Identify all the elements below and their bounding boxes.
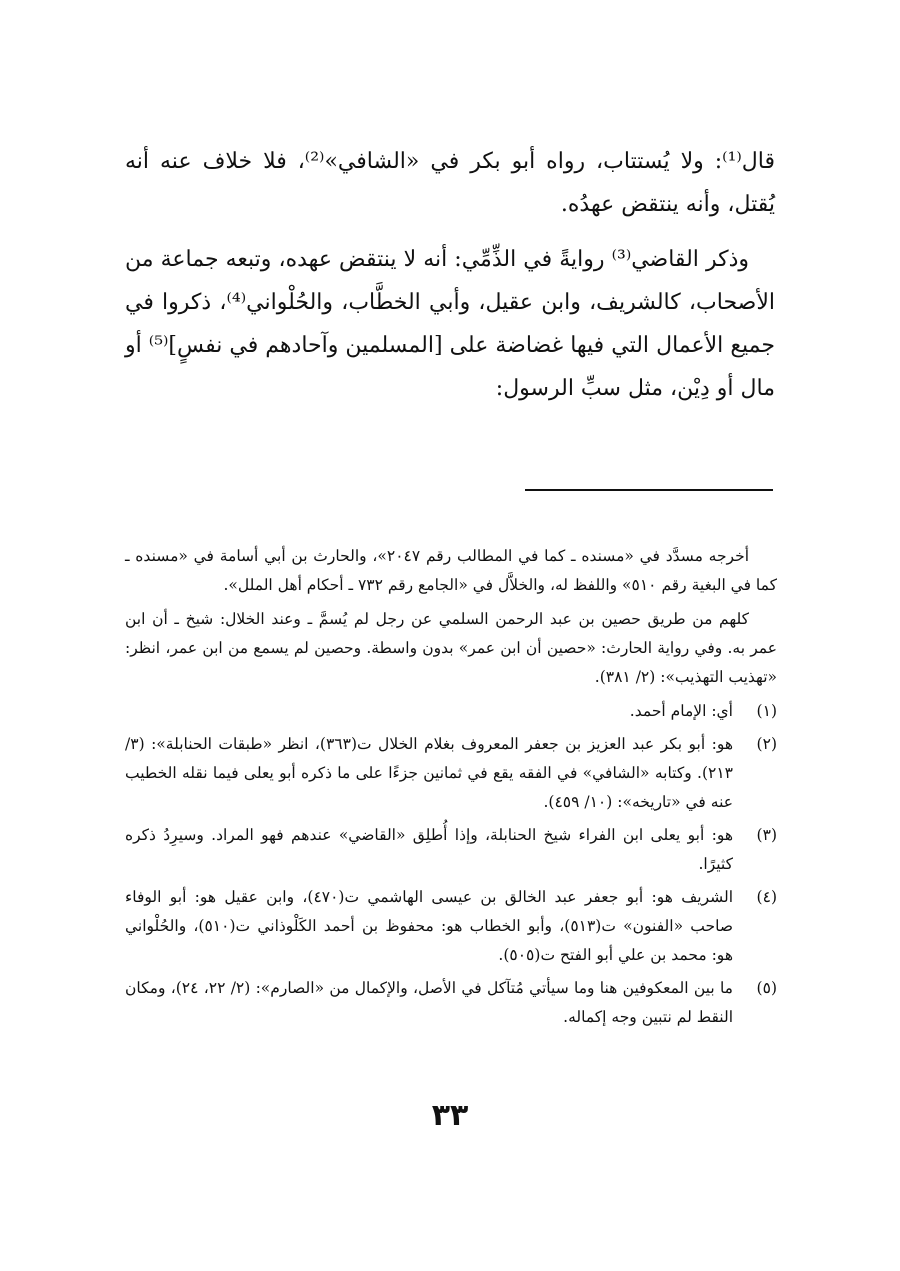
footnote-text: أي: الإمام أحمد. <box>629 702 733 720</box>
footnote-intro-1: أخرجه مسدَّد في «مسنده ـ كما في المطالب رقم ٢٠٤٧»، والحارث بن أبي أسامة في «مسنده ـ كما في البغية رقم ٥١٠» واللفظ له، والخلاَّل في «الجامع رقم ٧٣٢ ـ أحكام أهل الملل». <box>125 547 777 594</box>
footnote-1 <box>125 697 777 726</box>
paragraph-2: وذكر القاضي⁽³⁾ روايةً في الذِّمِّي: أنه لا ينتقض عهده، وتبعه جماعة من الأصحاب، كالشريف، وابن عقيل، وأبي الخطَّاب، والحُلْواني⁽⁴⁾، ذكروا في جميع الأعمال التي فيها غضاضة على [المسلمين وآحادهم في نفسٍ]⁽⁵⁾ أو مال أو دِيْن، مثل سبِّ الرسول: <box>125 247 775 401</box>
footnote-number: (٥) <box>756 979 777 997</box>
footnote-4 <box>125 883 777 970</box>
footnote-text: هو: أبو يعلى ابن الفراء شيخ الحنابلة، وإذا أُطلِق «القاضي» عندهم فهو المراد. وسيرِدُ ذكره كثيرًا. <box>125 826 733 873</box>
footnote-text: الشريف هو: أبو جعفر عبد الخالق بن عيسى الهاشمي ت(٤٧٠)، وابن عقيل هو: أبو الوفاء صاحب «الفنون» ت(٥١٣)، وأبو الخطاب هو: محفوظ بن أحمد الكَلْوذاني ت(٥١٠)، والحُلْواني هو: محمد بن علي أبو الفتح ت(٥٠٥). <box>125 888 733 964</box>
footnote-number: (١) <box>756 702 777 720</box>
footnote-5 <box>125 974 777 1032</box>
footnote-text: ما بين المعكوفين هنا وما سيأتي مُتآكل في الأصل، والإكمال من «الصارم»: (٢/ ٢٢، ٢٤)، ومكان النقط لم نتبين وجه إكماله. <box>125 979 733 1026</box>
footnotes <box>125 542 777 1036</box>
footnote-3 <box>125 821 777 879</box>
footnote-number: (٤) <box>756 888 777 906</box>
footnote-number: (٣) <box>756 826 777 844</box>
page-number: ٣٣ <box>431 1098 469 1133</box>
paragraph-1: قال⁽¹⁾: ولا يُستتاب، رواه أبو بكر في «الشافي»⁽²⁾، فلا خلاف عنه أنه يُقتل، وأنه ينتقض عهدُه. <box>125 149 775 217</box>
footnote-text: هو: أبو بكر عبد العزيز بن جعفر المعروف بغلام الخلال ت(٣٦٣)، انظر «طبقات الحنابلة»: (٣/ ٢١٣). وكتابه «الشافي» في الفقه يقع في ثمانين جزءًا على ما ذكره أبو يعلى فيما نقله الخطيب عنه في «تاريخه»: (١٠/ ٤٥٩). <box>125 735 734 811</box>
footnote-intro-2: كلهم من طريق حصين بن عبد الرحمن السلمي عن رجل لم يُسمَّ ـ وعند الخلال: شيخ ـ أن ابن عمر به. وفي رواية الحارث: «حصين أن ابن عمر» بدون واسطة. وحصين لم يسمع من ابن عمر، انظر: «تهذيب التهذيب»: (٢/ ٣٨١). <box>125 610 777 686</box>
footnote-separator <box>525 489 773 491</box>
footnote-number: (٢) <box>756 735 777 753</box>
main-text <box>125 140 775 422</box>
footnote-2 <box>125 730 777 817</box>
